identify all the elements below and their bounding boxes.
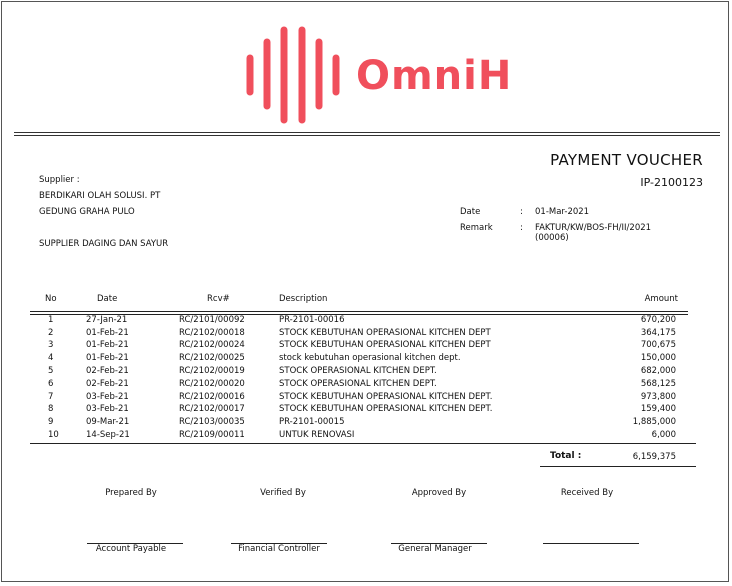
col-header-no: No	[45, 294, 57, 304]
row-rcv: RC/2102/00025	[179, 353, 245, 363]
row-date: 14-Sep-21	[86, 430, 130, 440]
remark-sep: :	[520, 223, 523, 233]
remark-value: FAKTUR/KW/BOS-FH/II/2021	[535, 223, 652, 233]
row-date: 09-Mar-21	[86, 417, 130, 427]
row-no: 6	[48, 379, 54, 389]
voucher-title: PAYMENT VOUCHER	[550, 151, 703, 169]
table-row	[0, 314, 732, 327]
row-amount: 670,200	[640, 315, 676, 325]
row-date: 01-Feb-21	[86, 353, 129, 363]
col-header-amount: Amount	[644, 294, 678, 304]
row-rcv: RC/2102/00020	[179, 379, 245, 389]
supplier-name: BERDIKARI OLAH SOLUSI. PT	[39, 191, 161, 201]
row-date: 27-Jan-21	[86, 315, 128, 325]
row-no: 8	[48, 404, 54, 414]
supplier-address: GEDUNG GRAHA PULO	[39, 207, 135, 217]
row-rcv: RC/2103/00035	[179, 417, 245, 427]
supplier-note: SUPPLIER DAGING DAN SAYUR	[39, 239, 169, 249]
prepared-by-label: Prepared By	[105, 488, 157, 498]
row-date: 02-Feb-21	[86, 379, 129, 389]
row-rcv: RC/2109/00011	[179, 430, 245, 440]
col-header-description: Description	[279, 294, 328, 304]
received-by-signature-line	[543, 543, 639, 544]
row-rcv: RC/2102/00018	[179, 328, 245, 338]
table-row	[0, 416, 732, 429]
row-description: STOCK OPERASIONAL KITCHEN DEPT.	[279, 366, 437, 376]
table-row	[0, 429, 732, 442]
col-header-date: Date	[97, 294, 118, 304]
row-amount: 700,675	[640, 340, 676, 350]
date-sep: :	[520, 207, 523, 217]
row-rcv: RC/2101/00092	[179, 315, 245, 325]
total-label: Total :	[550, 451, 582, 461]
row-description: STOCK OPERASIONAL KITCHEN DEPT.	[279, 379, 437, 389]
row-description: STOCK KEBUTUHAN OPERASIONAL KITCHEN DEPT.	[279, 404, 493, 414]
row-amount: 682,000	[640, 366, 676, 376]
row-date: 03-Feb-21	[86, 404, 129, 414]
row-description: STOCK KEBUTUHAN OPERASIONAL KITCHEN DEPT	[279, 328, 491, 338]
row-date: 01-Feb-21	[86, 340, 129, 350]
row-description: PR-2101-00015	[279, 417, 345, 427]
table-row	[0, 339, 732, 352]
row-rcv: RC/2102/00017	[179, 404, 245, 414]
row-amount: 568,125	[640, 379, 676, 389]
row-amount: 159,400	[640, 404, 676, 414]
col-header-rcv: Rcv#	[207, 294, 230, 304]
verified-by-name: Financial Controller	[238, 544, 320, 554]
row-description: stock kebutuhan operasional kitchen dept.	[279, 353, 461, 363]
row-no: 10	[48, 430, 59, 440]
table-row	[0, 403, 732, 416]
row-amount: 6,000	[651, 430, 676, 440]
brand-name: OmniH	[356, 53, 513, 99]
approved-by-name: General Manager	[398, 544, 472, 554]
row-amount: 364,175	[640, 328, 676, 338]
total-value: 6,159,375	[632, 452, 676, 462]
table-row	[0, 378, 732, 391]
row-rcv: RC/2102/00019	[179, 366, 245, 376]
row-no: 7	[48, 392, 54, 402]
total-rule	[540, 466, 696, 467]
row-date: 03-Feb-21	[86, 392, 129, 402]
row-amount: 150,000	[640, 353, 676, 363]
row-no: 3	[48, 340, 54, 350]
date-label: Date	[460, 207, 481, 217]
row-description: STOCK KEBUTUHAN OPERASIONAL KITCHEN DEPT	[279, 340, 491, 350]
row-no: 2	[48, 328, 54, 338]
row-no: 4	[48, 353, 54, 363]
verified-by-label: Verified By	[260, 488, 306, 498]
approved-by-label: Approved By	[411, 488, 467, 498]
row-no: 1	[48, 315, 54, 325]
prepared-by-name: Account Payable	[95, 544, 167, 554]
row-no: 5	[48, 366, 54, 376]
voucher-number: IP-2100123	[640, 176, 703, 189]
row-description: STOCK KEBUTUHAN OPERASIONAL KITCHEN DEPT.	[279, 392, 493, 402]
row-amount: 1,885,000	[632, 417, 676, 427]
row-date: 02-Feb-21	[86, 366, 129, 376]
row-date: 01-Feb-21	[86, 328, 129, 338]
supplier-label: Supplier :	[39, 175, 80, 185]
row-description: UNTUK RENOVASI	[279, 430, 355, 440]
remark-value-cont: (00006)	[535, 233, 569, 243]
row-no: 9	[48, 417, 54, 427]
table-row	[0, 365, 732, 378]
row-description: PR-2101-00016	[279, 315, 345, 325]
table-header-rule	[30, 311, 688, 312]
received-by-label: Received By	[560, 488, 614, 498]
date-value: 01-Mar-2021	[535, 207, 590, 217]
table-footer-rule	[30, 443, 696, 444]
row-amount: 973,800	[640, 392, 676, 402]
table-row	[0, 352, 732, 365]
header-divider	[14, 132, 720, 136]
row-rcv: RC/2102/00024	[179, 340, 245, 350]
remark-label: Remark	[460, 223, 493, 233]
row-rcv: RC/2102/00016	[179, 392, 245, 402]
